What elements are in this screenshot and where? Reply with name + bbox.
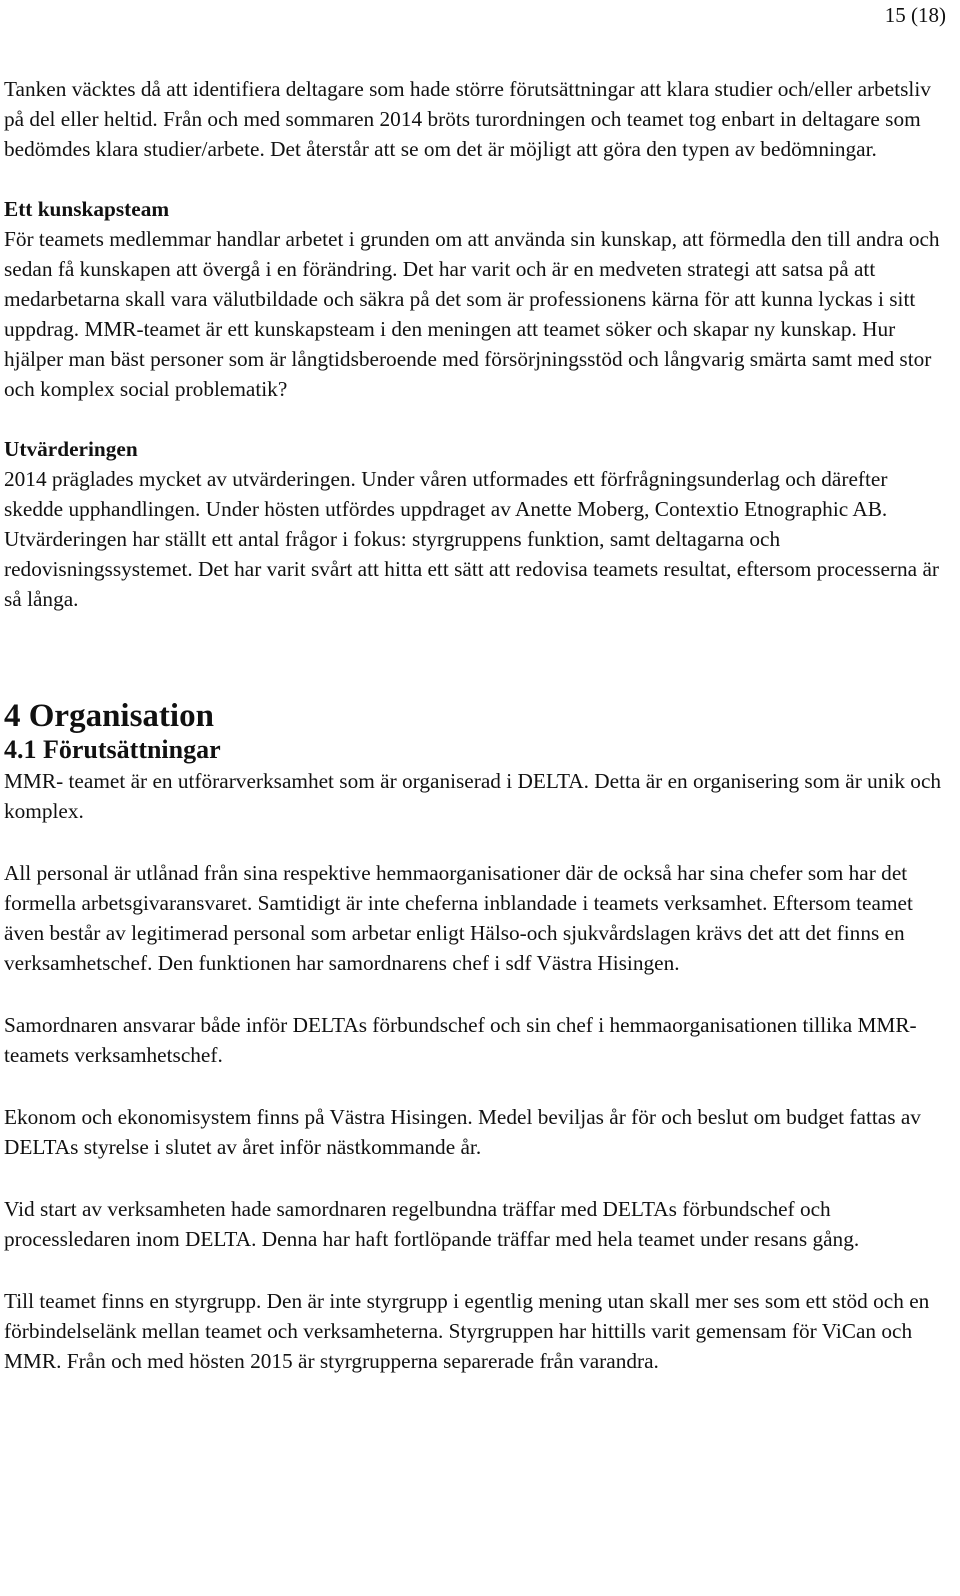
document-body [4,74,950,1376]
chapter-paragraph: All personal är utlånad från sina respektive hemmaorganisationer där de också har sina chefer som har det formella arbetsgivaransvaret. Samtidigt är inte cheferna inblandade i teamets verksamhet. Eftersom teamet även består av legitimerad personal som arbetar enligt Hälso-och sjukvårdslagen krävs det att det finns en verksamhetschef. Den funktionen har samordnarens chef i sdf Västra Hisingen. [4,861,913,975]
chapter-paragraph: Vid start av verksamheten hade samordnaren regelbundna träffar med DELTAs förbundschef och processledaren inom DELTA. Denna har haft fortlöpande träffar med hela teamet under resans gång. [4,1197,860,1251]
chapter-paragraph: Ekonom och ekonomisystem finns på Västra Hisingen. Medel beviljas år för och beslut om budget fattas av DELTAs styrelse i slutet av året inför nästkommande år. [4,1105,921,1159]
chapter-subheading: 4.1 Förutsättningar [4,735,221,764]
section-heading-utvarderingen: Utvärderingen [4,437,138,461]
chapter-paragraph: Samordnaren ansvarar både inför DELTAs förbundschef och sin chef i hemmaorganisationen tillika MMR-teamets verksamhetschef. [4,1013,917,1067]
section-text-kunskapsteam: För teamets medlemmar handlar arbetet i grunden om att använda sin kunskap, att förmedla den till andra och sedan få kunskapen att övergå i en förändring. Det har varit och är en medveten strategi att satsa på att medarbetarna skall vara välutbildade och säkra på det som är professionens kärna för att kunna lyckas i sitt uppdrag. MMR-teamet är ett kunskapsteam i den meningen att teamet söker och skapar ny kunskap. Hur hjälper man bäst personer som är långtidsberoende med försörjningsstöd och långvarig smärta samt med stor och komplex social problematik? [4,227,940,401]
page-number: 15 (18) [884,3,946,27]
chapter-paragraph: MMR- teamet är en utförarverksamhet som är organiserad i DELTA. Detta är en organisering som är unik och komplex. [4,769,942,823]
section-text-utvarderingen: 2014 präglades mycket av utvärderingen. Under våren utformades ett förfrågningsunderlag och därefter skedde upphandlingen. Under hösten utfördes uppdraget av Anette Moberg, Contextio Etnographic AB. Utvärderingen har ställt ett antal frågor i fokus: styrgruppens funktion, samt deltagarna och redovisningssystemet. Det har varit svårt att hitta ett sätt att redovisa teamets resultat, eftersom processerna är så långa. [4,467,939,611]
section-heading-kunskapsteam: Ett kunskapsteam [4,197,170,221]
section-utvarderingen [4,434,950,614]
chapter-heading: 4 Organisation [4,698,214,734]
intro-paragraph: Tanken väcktes då att identifiera deltagare som hade större förutsättningar att klara studier och/eller arbetsliv på del eller heltid. Från och med sommaren 2014 bröts turordningen och teamet tog enbart in deltagare som bedömdes klara studier/arbete. Det återstår att se om det är möjligt att göra den typen av bedömningar. [4,77,931,161]
section-kunskapsteam [4,194,950,404]
chapter-paragraph: Till teamet finns en styrgrupp. Den är inte styrgrupp i egentlig mening utan skall mer ses som ett stöd och en förbindelselänk mellan teamet och verksamheterna. Styrgruppen har hittills varit gemensam för ViCan och MMR. Från och med hösten 2015 är styrgrupperna separerade från varandra. [4,1289,930,1373]
